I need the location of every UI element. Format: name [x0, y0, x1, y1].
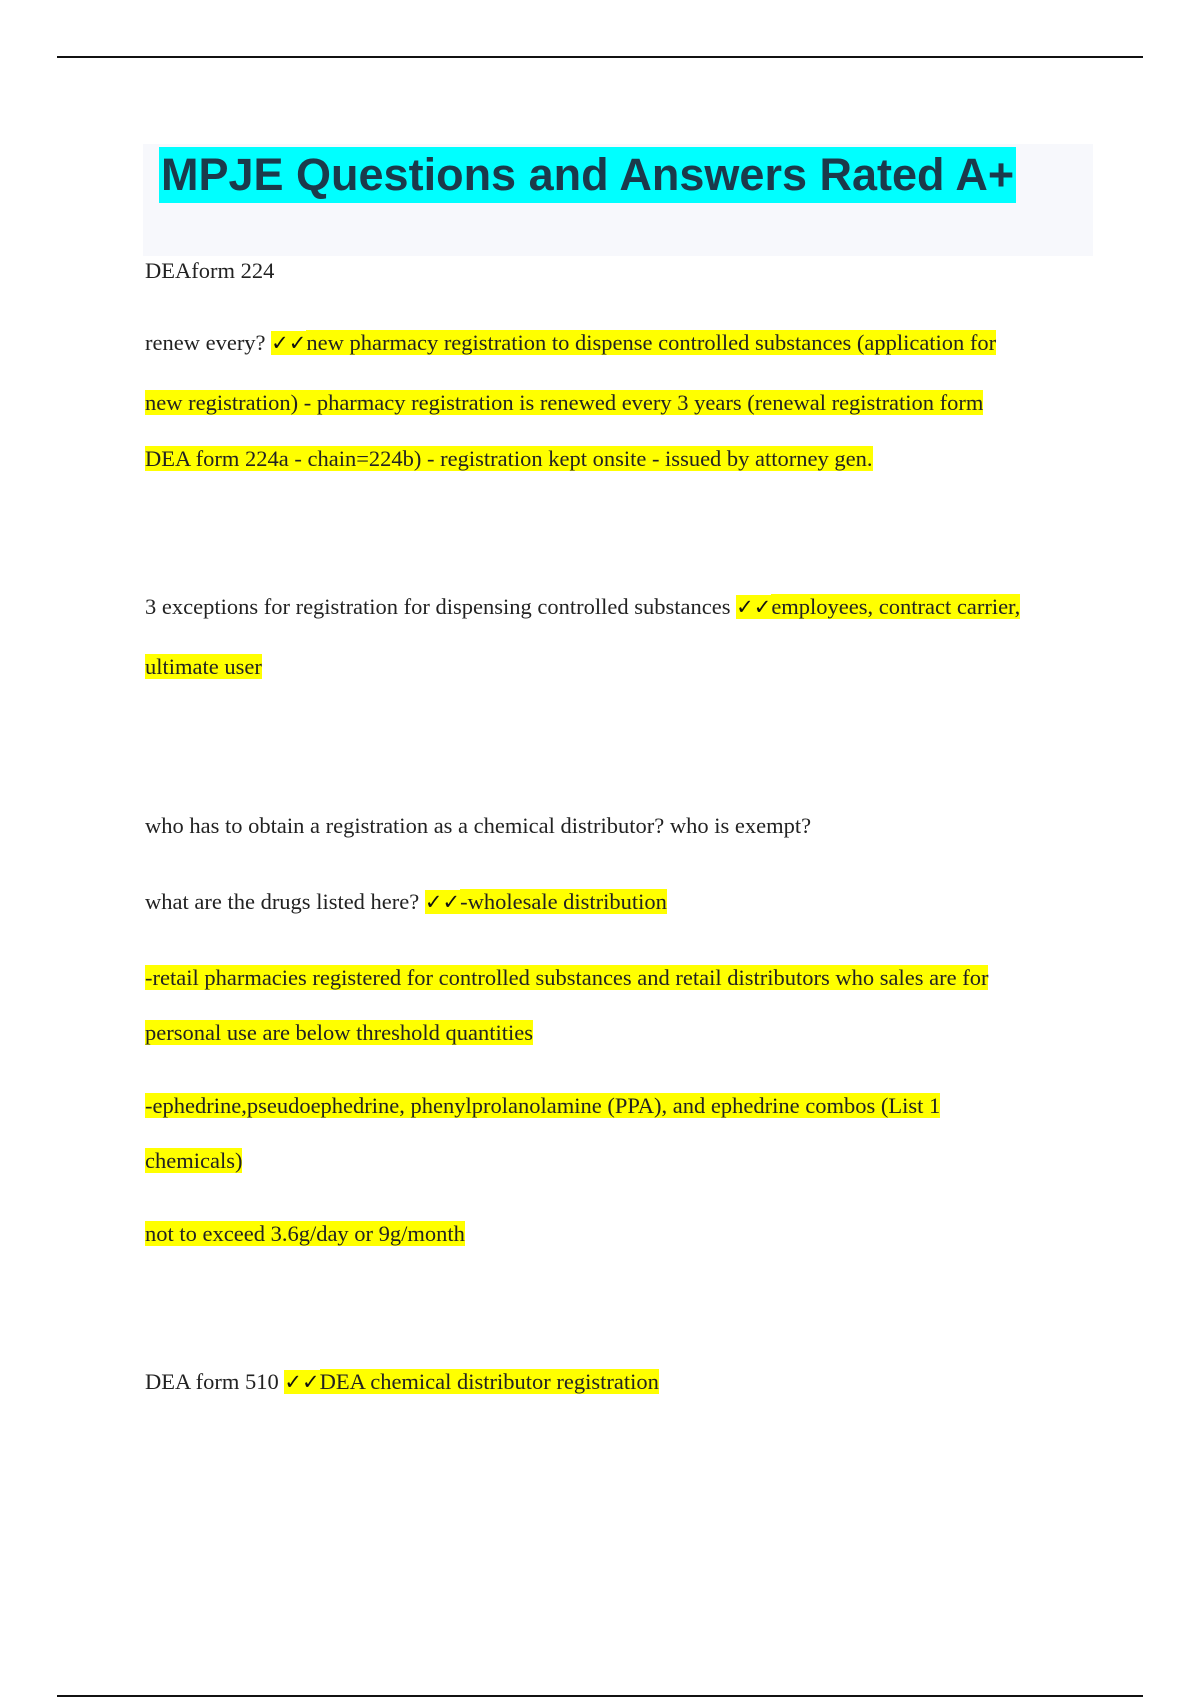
flashcard	[145, 1366, 1095, 1398]
page-title: MPJE Questions and Answers Rated A+	[159, 147, 1016, 203]
question-answer-line	[145, 886, 1095, 918]
flashcard	[145, 591, 1095, 683]
answer-line	[145, 651, 1095, 683]
answer-text: personal use are below threshold quantities	[145, 1020, 534, 1045]
answer-line	[145, 962, 1095, 994]
answer-text: -wholesale distribution	[460, 889, 667, 914]
double-check-icon: ✓✓	[271, 331, 307, 355]
double-check-icon: ✓✓	[736, 595, 772, 619]
answer-text: ultimate user	[145, 654, 262, 679]
question-answer-line	[145, 1366, 1095, 1398]
answer-line	[145, 443, 1095, 475]
answer-line	[145, 1017, 1095, 1049]
answer-line	[145, 1218, 1095, 1250]
question-text: renew every?	[145, 330, 266, 355]
answer-line	[145, 1145, 1095, 1177]
answer-text: DEA form 224a - chain=224b) - registration kept onsite - issued by attorney gen.	[145, 446, 873, 471]
flashcard	[145, 810, 1095, 1250]
answer-text: -retail pharmacies registered for controlled substances and retail distributors who sales are for	[145, 965, 989, 990]
flashcard	[145, 252, 1095, 475]
footer-rule	[57, 1695, 1143, 1697]
flashcard-list	[145, 252, 1095, 1398]
question-text: who has to obtain a registration as a chemical distributor? who is exempt?	[145, 813, 812, 838]
answer-text: employees, contract carrier,	[771, 594, 1021, 619]
question-text: DEAform 224	[145, 258, 275, 283]
answer-text: DEA chemical distributor registration	[319, 1369, 659, 1394]
question-answer-line	[145, 327, 1095, 359]
answer-text: not to exceed 3.6g/day or 9g/month	[145, 1221, 465, 1246]
answer-line	[145, 1090, 1095, 1122]
question-answer-line	[145, 591, 1095, 623]
answer-text: new pharmacy registration to dispense controlled substances (application for	[306, 330, 997, 355]
question-text: 3 exceptions for registration for dispensing controlled substances	[145, 594, 731, 619]
double-check-icon: ✓✓	[424, 890, 461, 914]
answer-line	[145, 387, 1095, 419]
header-rule	[57, 56, 1143, 58]
question-text: DEA form 510	[145, 1369, 279, 1394]
answer-text: new registration) - pharmacy registration is renewed every 3 years (renewal registration form	[145, 390, 984, 415]
double-check-icon: ✓✓	[284, 1370, 320, 1394]
answer-text: -ephedrine,pseudoephedrine, phenylprolanolamine (PPA), and ephedrine combos (List 1	[145, 1093, 941, 1118]
question-text: what are the drugs listed here?	[145, 889, 420, 914]
answer-text: chemicals)	[145, 1148, 243, 1173]
